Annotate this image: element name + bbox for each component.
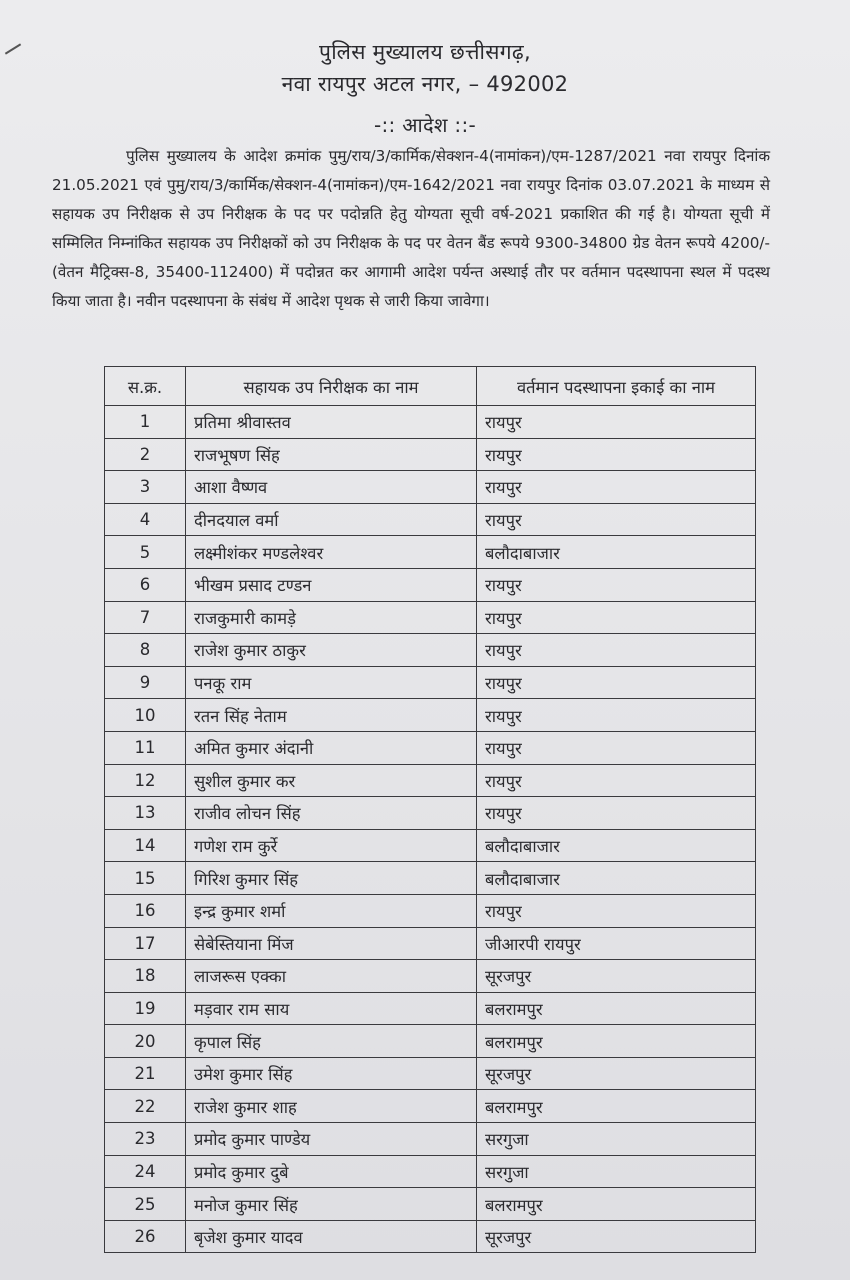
table-row	[105, 1188, 756, 1221]
row-serial: 2	[105, 438, 186, 471]
row-name: उमेश कुमार सिंह	[186, 1057, 477, 1090]
row-serial: 24	[105, 1155, 186, 1188]
row-serial: 18	[105, 960, 186, 993]
row-unit: बलरामपुर	[477, 1188, 756, 1221]
row-serial: 11	[105, 731, 186, 764]
row-serial: 9	[105, 666, 186, 699]
table-row	[105, 894, 756, 927]
row-unit: बलौदाबाजार	[477, 536, 756, 569]
row-serial: 21	[105, 1057, 186, 1090]
table-row	[105, 797, 756, 830]
row-name: कृपाल सिंह	[186, 1025, 477, 1058]
row-serial: 4	[105, 503, 186, 536]
office-address: नवा रायपुर अटल नगर, – 492002	[281, 72, 569, 96]
row-serial: 25	[105, 1188, 186, 1221]
row-serial: 12	[105, 764, 186, 797]
row-name: राजीव लोचन सिंह	[186, 797, 477, 830]
row-unit: रायपुर	[477, 666, 756, 699]
table-row	[105, 1155, 756, 1188]
table-row	[105, 992, 756, 1025]
order-heading: -:: आदेश ::-	[373, 113, 477, 137]
row-name: गणेश राम कुर्रे	[186, 829, 477, 862]
table-header-row	[105, 367, 756, 406]
row-serial: 5	[105, 536, 186, 569]
row-serial: 1	[105, 406, 186, 439]
table-row	[105, 862, 756, 895]
row-name: इन्द्र कुमार शर्मा	[186, 894, 477, 927]
row-name: रतन सिंह नेताम	[186, 699, 477, 732]
table-row	[105, 1123, 756, 1156]
row-unit: सूरजपुर	[477, 1057, 756, 1090]
table-row	[105, 927, 756, 960]
row-name: लक्ष्मीशंकर मण्डलेश्वर	[186, 536, 477, 569]
order-text: पुलिस मुख्यालय के आदेश क्रमांक पुमु/राय/3/कार्मिक/सेक्शन-4(नामांकन)/एम-1287/2021 नवा रायपुर दिनांक 21.05.2021 एवं पुमु/राय/3/कार्मिक/सेक्शन-4(नामांकन)/एम-1642/2021 नवा रायपुर दिनांक 03.07.2021 के माध्यम से सहायक उप निरीक्षक से उप निरीक्षक के पद पर पदोन्नति हेतु योग्यता सूची वर्ष-2021 प्रकाशित की गई है। योग्यता सूची में सम्मिलित निम्नांकित सहायक उप निरीक्षकों को उप निरीक्षक के पद पर वेतन बैंड रूपये 9300-34800 ग्रेड वेतन रूपये 4200/- (वेतन मैट्रिक्स-8, 35400-112400) में पदोन्नत कर आगामी आदेश पर्यन्त अस्थाई तौर पर वर्तमान पदस्थापना स्थल में पदस्थ किया जाता है। नवीन पदस्थापना के संबंध में आदेश पृथक से जारी किया जावेगा।	[52, 147, 770, 310]
row-serial: 17	[105, 927, 186, 960]
table-row	[105, 536, 756, 569]
row-unit: बलरामपुर	[477, 992, 756, 1025]
row-unit: रायपुर	[477, 894, 756, 927]
table-row	[105, 1025, 756, 1058]
row-unit: रायपुर	[477, 471, 756, 504]
row-unit: जीआरपी रायपुर	[477, 927, 756, 960]
row-name: भीखम प्रसाद टण्डन	[186, 568, 477, 601]
row-name: आशा वैष्णव	[186, 471, 477, 504]
table-row	[105, 503, 756, 536]
row-name: राजभूषण सिंह	[186, 438, 477, 471]
row-unit: रायपुर	[477, 406, 756, 439]
row-name: पनकू राम	[186, 666, 477, 699]
table-row	[105, 601, 756, 634]
table-row	[105, 829, 756, 862]
row-unit: सरगुजा	[477, 1155, 756, 1188]
table-row	[105, 406, 756, 439]
office-name: पुलिस मुख्यालय छत्तीसगढ़,	[318, 40, 532, 64]
row-name: मड़वार राम साय	[186, 992, 477, 1025]
row-name: दीनदयाल वर्मा	[186, 503, 477, 536]
row-serial: 6	[105, 568, 186, 601]
row-name: प्रतिमा श्रीवास्तव	[186, 406, 477, 439]
row-name: प्रमोद कुमार पाण्डेय	[186, 1123, 477, 1156]
row-serial: 13	[105, 797, 186, 830]
row-serial: 19	[105, 992, 186, 1025]
row-serial: 3	[105, 471, 186, 504]
order-paragraph	[52, 142, 770, 316]
promotion-table	[104, 366, 756, 1253]
row-unit: रायपुर	[477, 731, 756, 764]
table-row	[105, 568, 756, 601]
row-name: बृजेश कुमार यादव	[186, 1220, 477, 1253]
row-serial: 15	[105, 862, 186, 895]
row-unit: बलौदाबाजार	[477, 862, 756, 895]
header-name: सहायक उप निरीक्षक का नाम	[186, 367, 477, 406]
header-unit: वर्तमान पदस्थापना इकाई का नाम	[477, 367, 756, 406]
row-name: सुशील कुमार कर	[186, 764, 477, 797]
row-unit: सूरजपुर	[477, 1220, 756, 1253]
row-unit: रायपुर	[477, 797, 756, 830]
row-serial: 23	[105, 1123, 186, 1156]
table-row	[105, 471, 756, 504]
header-serial: स.क्र.	[105, 367, 186, 406]
row-unit: रायपुर	[477, 438, 756, 471]
row-name: राजेश कुमार शाह	[186, 1090, 477, 1123]
row-unit: रायपुर	[477, 699, 756, 732]
table-row	[105, 699, 756, 732]
row-serial: 20	[105, 1025, 186, 1058]
table-row	[105, 1220, 756, 1253]
row-unit: बलरामपुर	[477, 1025, 756, 1058]
row-unit: बलौदाबाजार	[477, 829, 756, 862]
row-unit: सूरजपुर	[477, 960, 756, 993]
row-serial: 10	[105, 699, 186, 732]
row-name: गिरिश कुमार सिंह	[186, 862, 477, 895]
row-name: सेबेस्तियाना मिंज	[186, 927, 477, 960]
row-serial: 16	[105, 894, 186, 927]
row-name: मनोज कुमार सिंह	[186, 1188, 477, 1221]
row-unit: रायपुर	[477, 634, 756, 667]
row-name: लाजरूस एक्का	[186, 960, 477, 993]
row-unit: रायपुर	[477, 601, 756, 634]
row-unit: रायपुर	[477, 503, 756, 536]
table-row	[105, 731, 756, 764]
row-serial: 14	[105, 829, 186, 862]
row-unit: सरगुजा	[477, 1123, 756, 1156]
row-name: राजेश कुमार ठाकुर	[186, 634, 477, 667]
row-name: प्रमोद कुमार दुबे	[186, 1155, 477, 1188]
row-unit: रायपुर	[477, 568, 756, 601]
table-row	[105, 1057, 756, 1090]
row-serial: 22	[105, 1090, 186, 1123]
table-row	[105, 666, 756, 699]
row-unit: बलरामपुर	[477, 1090, 756, 1123]
table-row	[105, 438, 756, 471]
row-serial: 8	[105, 634, 186, 667]
table-row	[105, 634, 756, 667]
table-row	[105, 960, 756, 993]
table-row	[105, 764, 756, 797]
table-row	[105, 1090, 756, 1123]
row-unit: रायपुर	[477, 764, 756, 797]
row-name: राजकुमारी कामड़े	[186, 601, 477, 634]
row-serial: 7	[105, 601, 186, 634]
row-name: अमित कुमार अंदानी	[186, 731, 477, 764]
table-body	[105, 406, 756, 1253]
row-serial: 26	[105, 1220, 186, 1253]
